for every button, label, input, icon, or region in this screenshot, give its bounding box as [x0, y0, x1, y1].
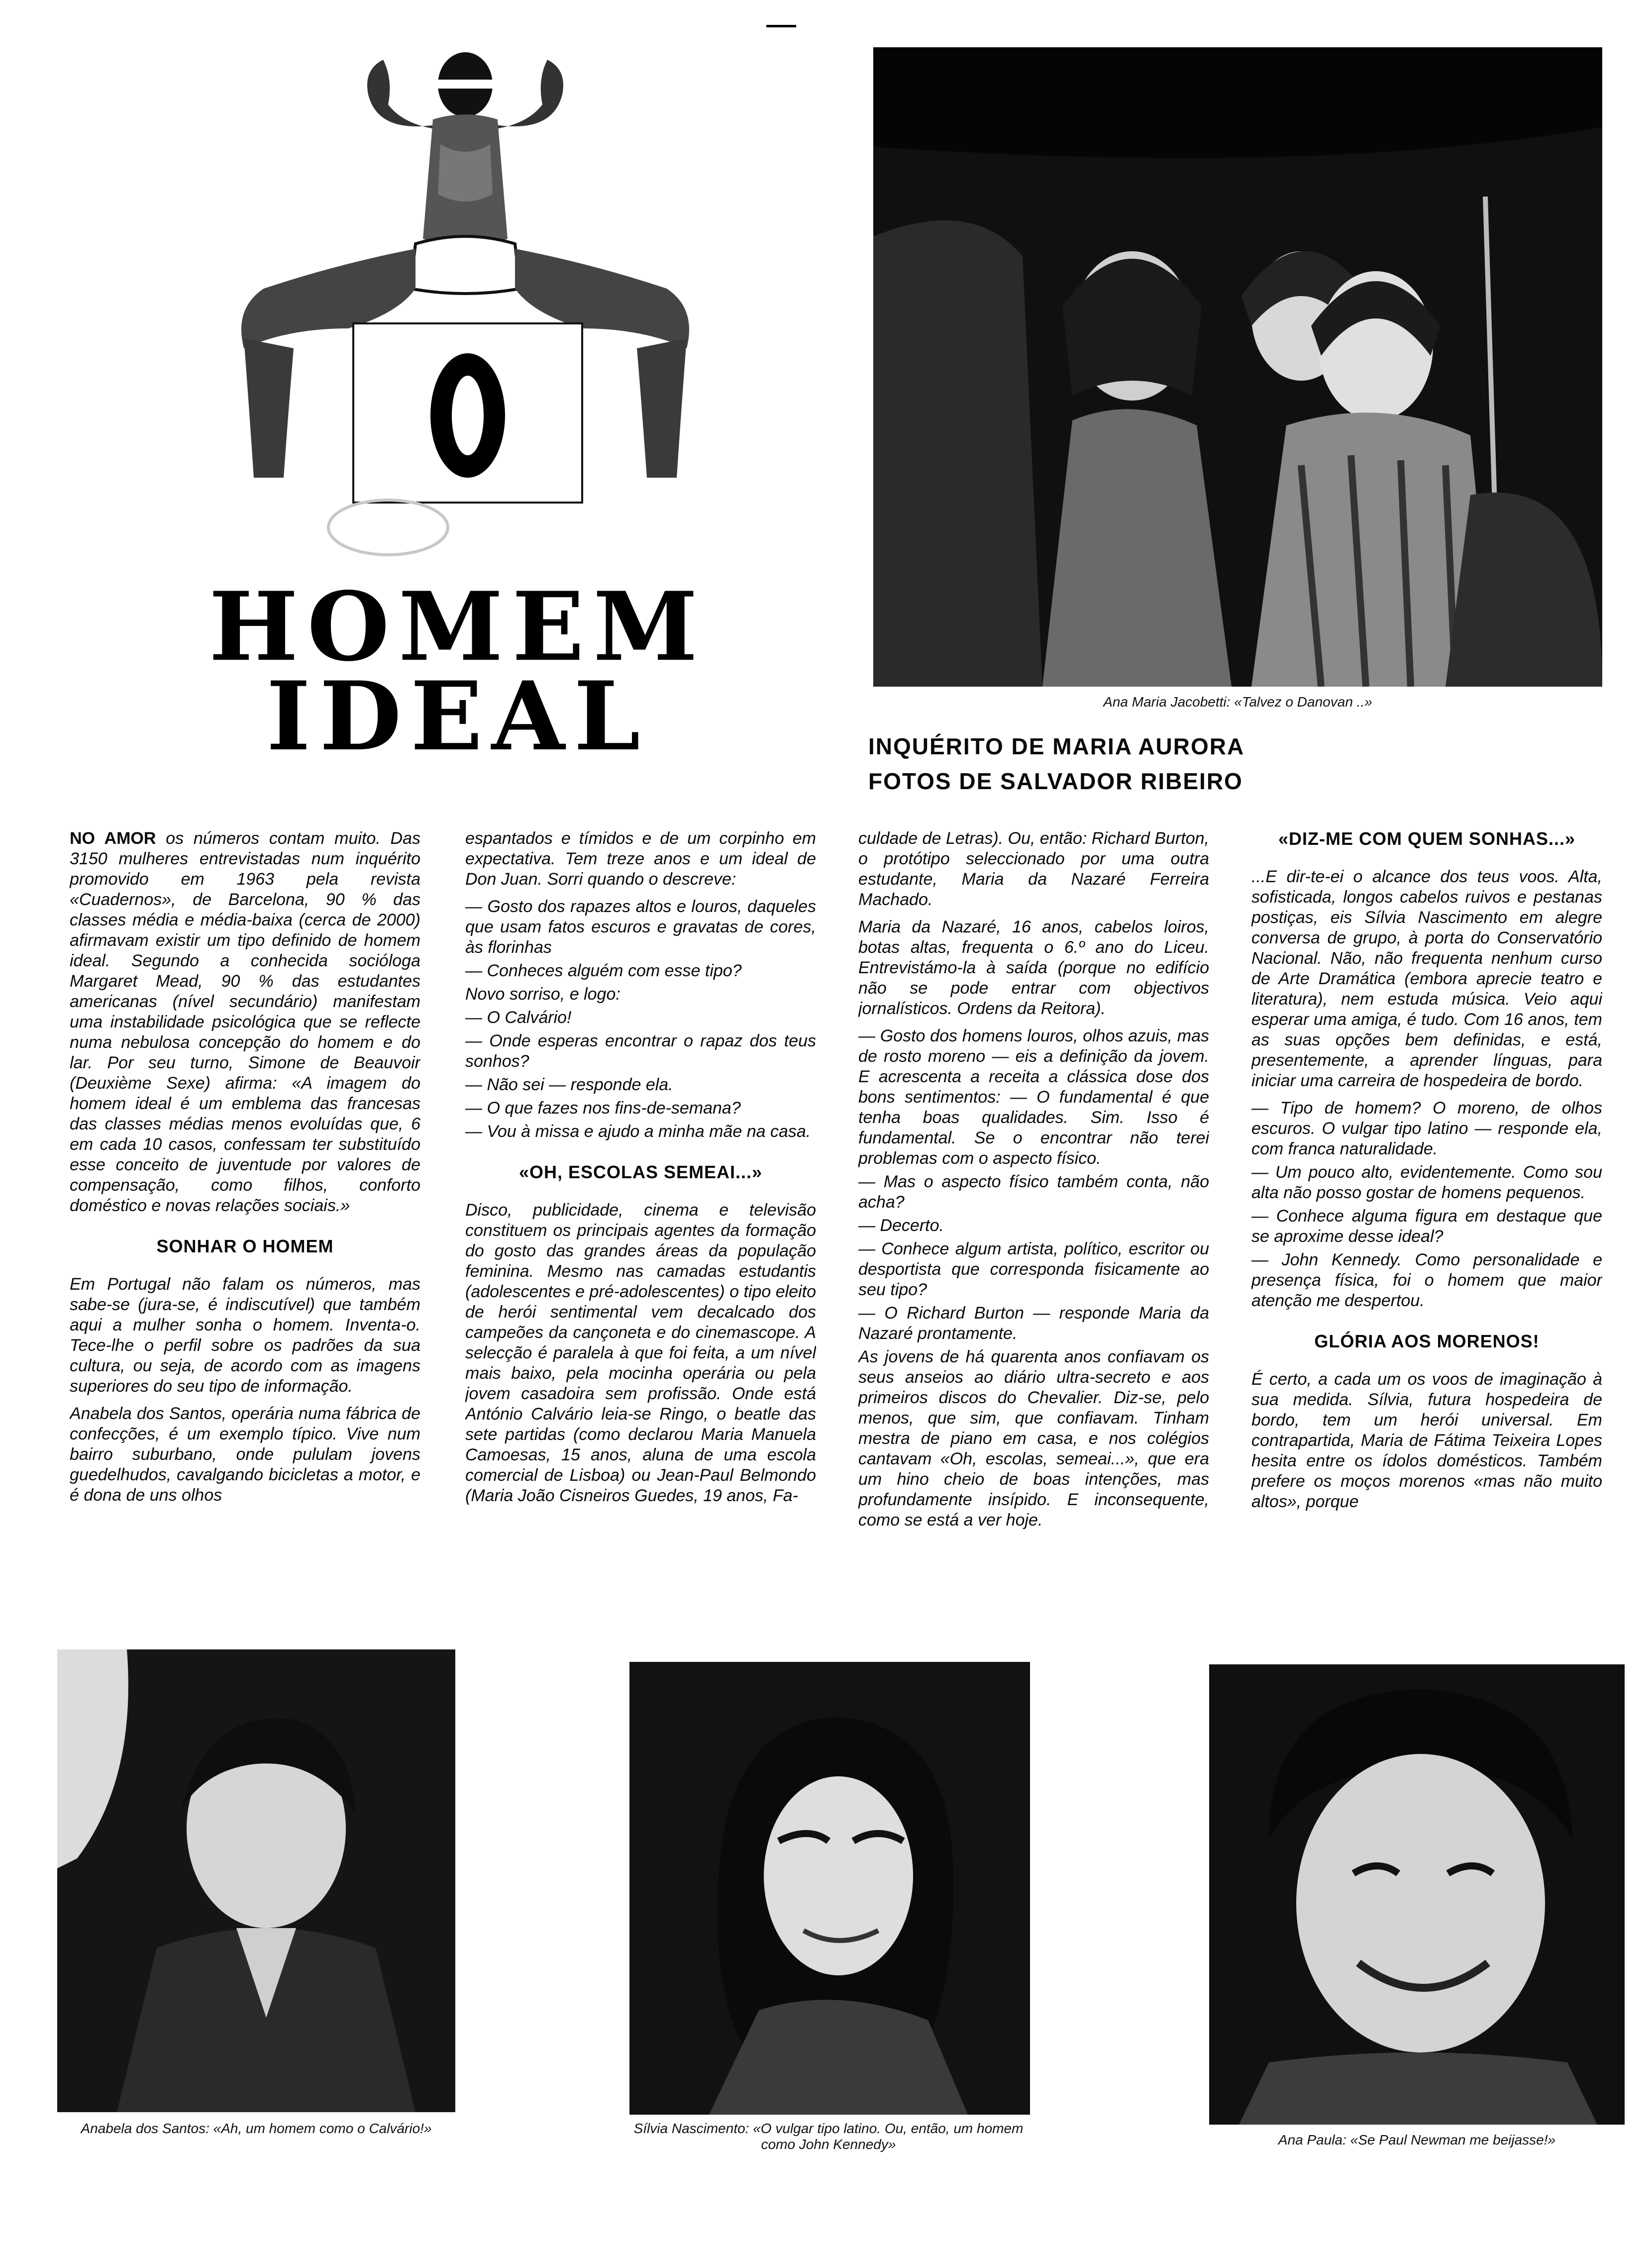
dialogue-line: — Um pouco alto, evidentemente. Como sou alta não posso gostar de homens pequenos.	[1251, 1163, 1602, 1202]
paragraph: culdade de Letras). Ou, então: Richard Burton, o protótipo seleccionado por uma outra estudante, Maria da Nazaré Ferreira Machado.	[858, 829, 1209, 909]
print-mark	[766, 25, 796, 27]
section-heading: «OH, ESCOLAS SEMEAI...»	[518, 1162, 763, 1182]
section-heading: SONHAR O HOMEM	[156, 1236, 334, 1256]
dialogue-line: — Não sei — responde ela.	[465, 1075, 673, 1094]
dialogue-line: — Gosto dos rapazes altos e louros, daqueles que usam fatos escuros e gravatas de cores, às florinhas	[465, 897, 816, 957]
dialogue-line: Novo sorriso, e logo:	[465, 985, 620, 1004]
dialogue-line: — O Calvário!	[465, 1008, 572, 1027]
top-photo-caption: Ana Maria Jacobetti: «Talvez o Danovan ..»	[1103, 694, 1372, 710]
article-column-3	[858, 828, 1209, 1620]
paragraph: NO AMOR os números contam muito. Das 3150 mulheres entrevistadas num inquérito promovido em 1963 pela revista «Cuadernos», de Barcelona, 90 % das classes média e média-baixa (cerca de 2000) afirmavam existir um tipo definido de homem ideal. Segundo a conhecida socióloga Margaret Mead, 90 % das estudantes americanas (nível secundário) manifestam uma instabilidade psicológica que se reflecte numa nebulosa concepção do homem e do lar. Por seu turno, Simone de Beauvoir (Deuxième Sexe) afirma: «A imagem do homem ideal é um emblema das francesas das classes médias menos evoluídas que, 6 em cada 10 casos, confessam ter substituído esse conceito de juventude por valores de compensação, como filhos, conforto doméstico e novas relações sociais.»	[70, 829, 420, 1215]
credits-inquiry: INQUÉRITO DE MARIA AURORA	[868, 733, 1245, 759]
headline	[75, 571, 841, 772]
dialogue-line: — O Richard Burton — responde Maria da Nazaré prontamente.	[858, 1304, 1209, 1343]
dialogue-line: — Vou à missa e ajudo a minha mãe na casa.	[465, 1122, 811, 1141]
paragraph: Anabela dos Santos, operária numa fábrica de confecções, é um exemplo típico. Vive num bairro suburbano, onde pululam jovens guedelhudos, cavalgando bicicletas a motor, e é dona de uns olhos	[70, 1404, 420, 1505]
article-column-2	[465, 828, 816, 1620]
photo-ana-paula	[1209, 1664, 1625, 2125]
photo-silvia-nascimento	[629, 1662, 1030, 2115]
paragraph: Em Portugal não falam os números, mas sabe-se (jura-se, é indiscutível) que também aqui a mulher sonha o homem. Inventa-o. Tece-lhe o perfil sobre os padrões da sua cultura, ou seja, de acordo com as imagens superiores do seu tipo de informação.	[70, 1275, 420, 1396]
paragraph: As jovens de há quarenta anos confiavam os seus anseios ao diário ultra-secreto e aos primeiros discos do Chevalier. Diz-se, pelo menos, que sim, que confiavam. Tinham mestra de piano em casa, e nos colégios cantavam «Oh, escolas, semeai...», que era um hino cheio de boas intenções, mas profundamente insípido. E inconsequente, como se está a ver hoje.	[858, 1347, 1209, 1530]
lead-in: NO AMOR	[70, 829, 156, 848]
bottom-photo-caption-3: Ana Paula: «Se Paul Newman me beijasse!»	[1278, 2132, 1556, 2148]
seated-man-figure-icon	[189, 30, 766, 567]
dialogue-line: — Conhece alguma figura em destaque que se aproxime desse ideal?	[1251, 1207, 1602, 1246]
photo-anabela-dos-santos	[57, 1649, 455, 2112]
dialogue-line: — Conhece algum artista, político, escritor ou desportista que corresponda fisicamente ao seu tipo?	[858, 1239, 1209, 1299]
dialogue-line: — Tipo de homem? O moreno, de olhos escuros. O vulgar tipo latino — responde ela, com franca naturalidade.	[1251, 1099, 1602, 1158]
section-heading: GLÓRIA AOS MORENOS!	[1314, 1331, 1540, 1351]
headline-line-2: IDEAL	[266, 661, 649, 772]
paragraph: É certo, a cada um os voos de imaginação à sua medida. Sílvia, futura hospedeira de bordo, tem um herói universal. Em contrapartida, Maria de Fátima Teixeira Lopes hesita entre os ídolos domésticos. Também prefere os moços morenos «mas não muito altos», porque	[1251, 1370, 1602, 1511]
article-column-4	[1251, 828, 1602, 1620]
dialogue-line: — John Kennedy. Como personalidade e presença física, foi o homem que maior atenção me despertou.	[1251, 1250, 1602, 1310]
dialogue-line: — Onde esperas encontrar o rapaz dos teus sonhos?	[465, 1031, 816, 1071]
headline-line-1: HOMEM	[208, 571, 707, 682]
section-heading: «DIZ-ME COM QUEM SONHAS...»	[1278, 828, 1576, 849]
paragraph: espantados e tímidos e de um corpinho em expectativa. Tem treze anos e um ideal de Don Juan. Sorri quando o descreve:	[465, 829, 816, 889]
credits-photos: FOTOS DE SALVADOR RIBEIRO	[868, 768, 1243, 794]
photo-group-of-girls	[873, 47, 1602, 687]
article-credits	[868, 729, 1416, 799]
article-column-1	[70, 828, 420, 1620]
paragraph: Maria da Nazaré, 16 anos, cabelos loiros, botas altas, frequenta o 6.º ano do Liceu. Entrevistámo-la à saída (porque no edifício não se pode entrar com objectivos jornalísticos. Ordens da Reitora).	[858, 918, 1209, 1018]
dialogue-line: — O que fazes nos fins-de-semana?	[465, 1099, 741, 1118]
bottom-photo-caption-2: Sílvia Nascimento: «O vulgar tipo latino. Ou, então, um homem como John Kennedy»	[633, 2121, 1024, 2152]
dialogue-line: — Decerto.	[858, 1216, 944, 1235]
dialogue-line: — Mas o aspecto físico também conta, não acha?	[858, 1172, 1209, 1212]
paragraph: Disco, publicidade, cinema e televisão constituem os principais agentes da formação do gosto das grandes áreas da população feminina. Mesmo nas camadas estudantis (adolescentes e pré-adolescentes) o tipo eleito de herói sentimental vem decalcado dos campeões da cançoneta e do cinemascope. A selecção é paralela à que foi feita, a um nível mais baixo, pela mocinha operária ou pela jovem casadoira sem profissão. Onde está António Calvário leia-se Ringo, o beatle das sete partidas (como declarou Maria Manuela Camoesas, 15 anos, aluna de uma escola comercial de Lisboa) ou Jean-Paul Belmondo (Maria João Cisneiros Guedes, 19 anos, Fa-	[465, 1201, 816, 1505]
illustration	[189, 30, 766, 567]
bottom-photo-caption-1: Anabela dos Santos: «Ah, um homem como o Calvário!»	[81, 2121, 432, 2136]
dialogue-line: — Gosto dos homens louros, olhos azuis, mas de rosto moreno — eis a definição da jovem. E acrescenta a receita a clássica dose dos bons sentimentos: — O fundamental é que tenha boas qualidades. Sim. Isso é fundamental. Se o encontrar não terei problemas com o aspecto físico.	[858, 1026, 1209, 1168]
paragraph: ...E dir-te-ei o alcance dos teus voos. Alta, sofisticada, longos cabelos ruivos e pestanas postiças, eis Sílvia Nascimento em alegre conversa de grupo, à porta do Conservatório Nacional. Não, não frequenta nenhum curso de Arte Dramática (embora aprecie teatro e literatura), nem estuda música. Veio aqui esperar uma amiga, é tudo. Com 16 anos, tem as suas opções bem definidas, e está, presentemente, a aprender línguas, para iniciar uma carreira de hospedeira de bordo.	[1251, 867, 1602, 1090]
dialogue-line: — Conheces alguém com esse tipo?	[465, 961, 742, 980]
